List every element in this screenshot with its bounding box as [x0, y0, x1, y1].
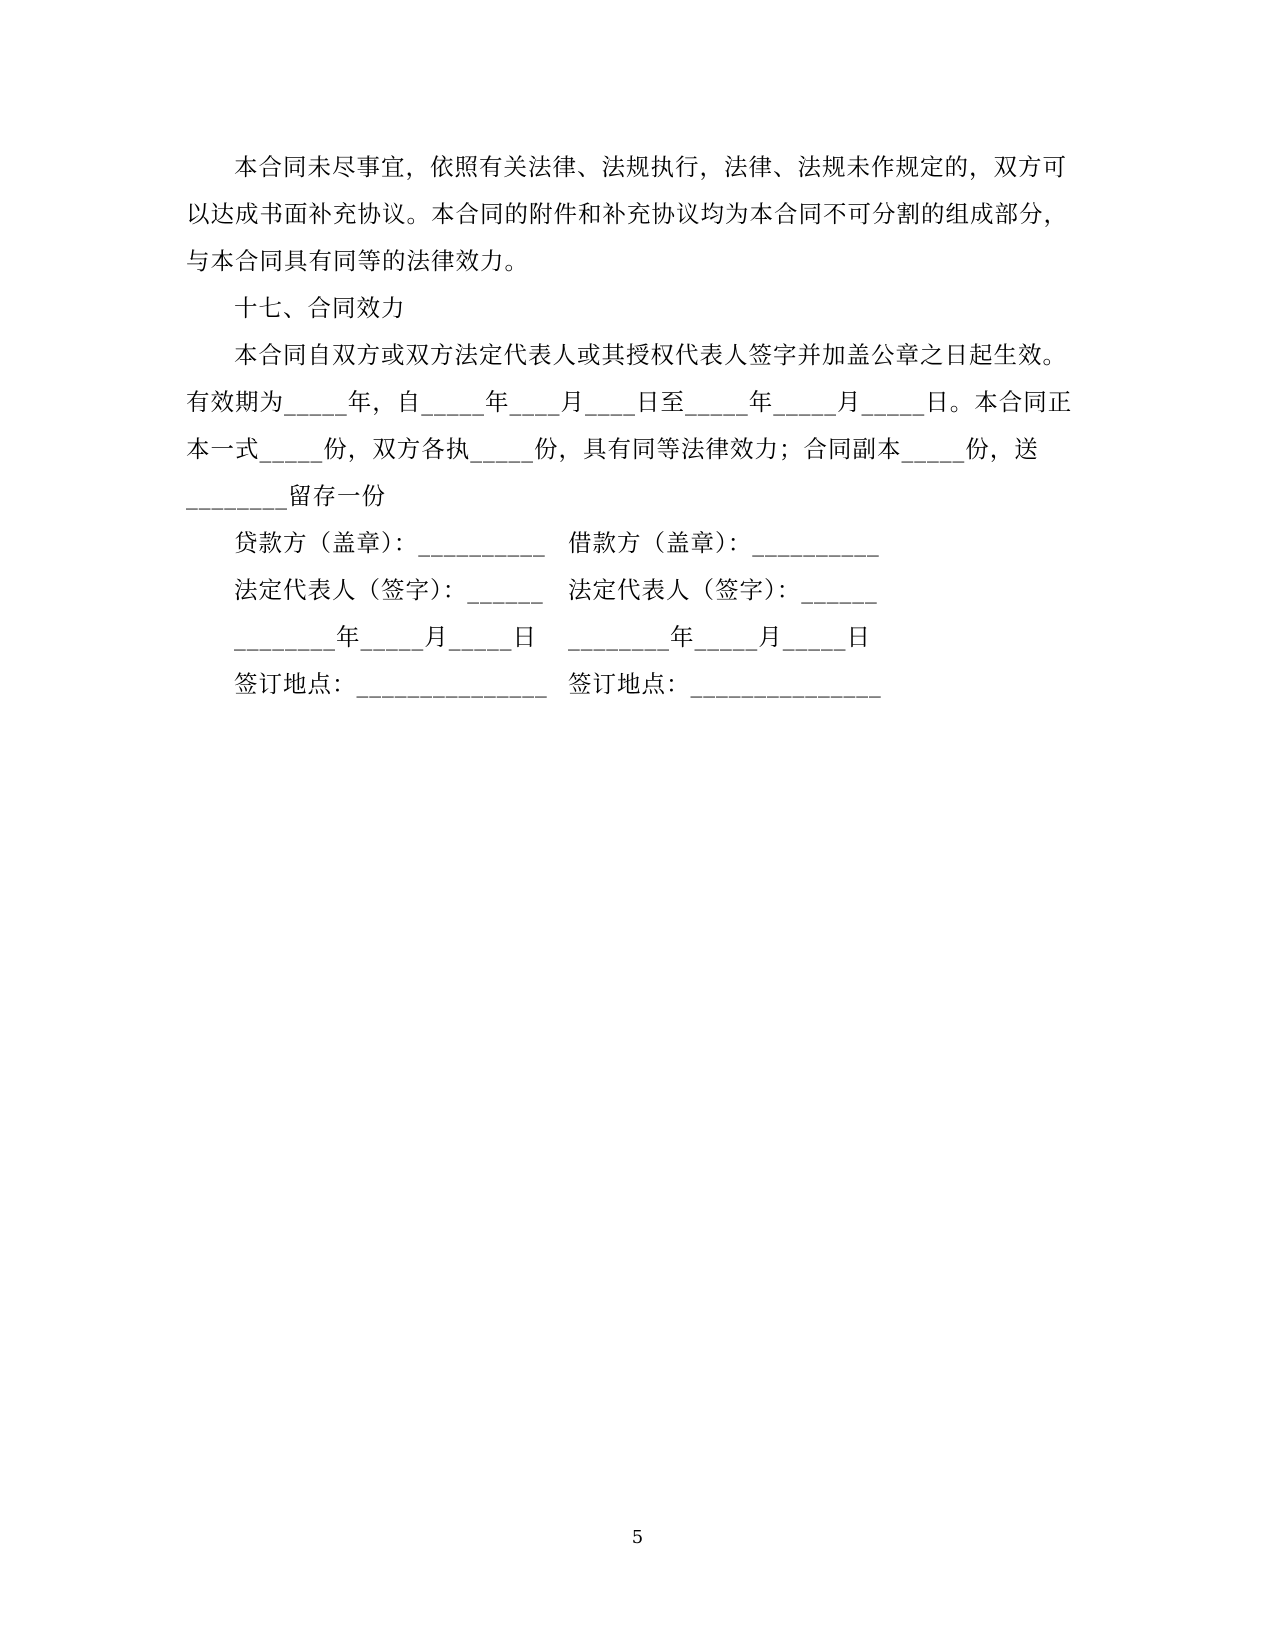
- paragraph-line-7: 本一式_____份，双方各执_____份，具有同等法律效力；合同副本_____份，送: [186, 435, 1039, 463]
- paragraph-line-6: 有效期为_____年，自_____年____月____日至_____年_____月_____日。本合同正: [186, 388, 1073, 416]
- paragraph-line-2: 以达成书面补充协议。本合同的附件和补充协议均为本合同不可分割的组成部分，: [186, 200, 1068, 228]
- paragraph-line-3: 与本合同具有同等的法律效力。: [186, 247, 529, 275]
- lender-seal-field: 贷款方（盖章）：__________: [234, 529, 546, 557]
- lender-legal-rep-field: 法定代表人（签字）：______: [234, 576, 544, 604]
- paragraph-line-5: 本合同自双方或双方法定代表人或其授权代表人签字并加盖公章之日起生效。: [234, 341, 1067, 369]
- borrower-seal-field: 借款方（盖章）：__________: [568, 529, 880, 557]
- borrower-legal-rep-field: 法定代表人（签字）：______: [568, 576, 878, 604]
- paragraph-line-1: 本合同未尽事宜，依照有关法律、法规执行，法律、法规未作规定的，双方可: [234, 153, 1067, 181]
- page-number: 5: [631, 1527, 644, 1548]
- paragraph-line-8: ________留存一份: [186, 482, 386, 510]
- borrower-place-field: 签订地点：_______________: [568, 670, 882, 698]
- borrower-date-field: ________年_____月_____日: [568, 623, 871, 651]
- lender-place-field: 签订地点：_______________: [234, 670, 548, 698]
- section-heading: 十七、合同效力: [234, 294, 406, 322]
- lender-date-field: ________年_____月_____日: [234, 623, 537, 651]
